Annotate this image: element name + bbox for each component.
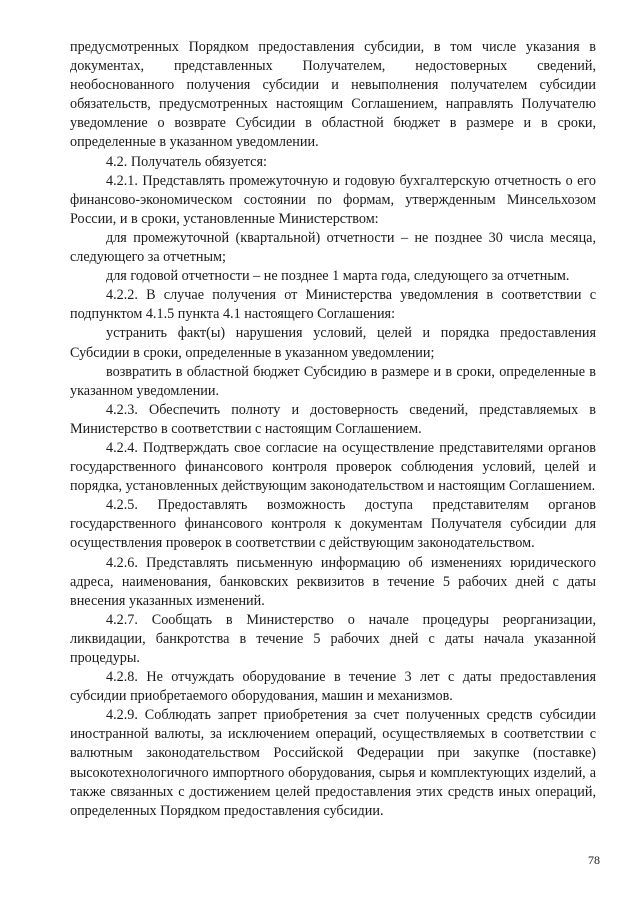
paragraph-continuation: предусмотренных Порядком предоставления субсидии, в том числе указания в документах, представленных Получателем, недостоверных сведений, необоснованного получения субсидии и невыполнения получателем субсидии обязательств, предусмотренных настоящим Соглашением, направлять Получателю уведомление о возврате Субсидии в областной бюджет в размере и в сроки, определенные в указанном уведомлении. (70, 39, 596, 151)
paragraph-4-2-9: 4.2.9. Соблюдать запрет приобретения за счет полученных средств субсидии иностранной валюты, за исключением операций, осуществляемых в соответствии с валютным законодательством Российской Федерации при закупке (поставке) высокотехнологичного импортного оборудования, сырья и комплектующих изделий, а также связанных с достижением целей предоставления этих средств иных операций, определенных Порядком предоставления субсидии. (70, 707, 596, 819)
paragraph-annual-reporting: для годовой отчетности – не позднее 1 марта года, следующего за отчетным. (106, 268, 570, 285)
paragraph-4-2: 4.2. Получатель обязуется: (106, 153, 267, 170)
paragraph-eliminate-violations: устранить факт(ы) нарушения условий, целей и порядка предоставления Субсидии в сроки, определенные в указанном уведомлении; (70, 325, 596, 361)
paragraph-4-2-3: 4.2.3. Обеспечить полноту и достоверность сведений, представляемых в Министерство в соответствии с настоящим Соглашением. (70, 401, 596, 437)
paragraph-quarterly-reporting: для промежуточной (квартальной) отчетности – не позднее 30 числа месяца, следующего за отчетным; (70, 229, 596, 266)
paragraph-4-2-1: 4.2.1. Представлять промежуточную и годовую бухгалтерскую отчетность о его финансово-экономическом состоянии по формам, утвержденным Минсельхозом России, и в сроки, установленные Министерством: (70, 172, 596, 227)
paragraph-4-2-8: 4.2.8. Не отчуждать оборудование в течение 3 лет с даты предоставления субсидии приобретаемого оборудования, машин и механизмов. (70, 669, 596, 705)
paragraph-4-2-4: 4.2.4. Подтверждать свое согласие на осуществление представителями органов государственного финансового контроля проверок соблюдения условий, целей и порядка, установленных действующим законодательством и настоящим Соглашением. (70, 439, 596, 495)
paragraph-4-2-5: 4.2.5. Предоставлять возможность доступа представителям органов государственного финансового контроля к документам Получателя субсидии для осуществления проверок в соответствии с действующим законодательством. (70, 497, 596, 552)
paragraph-4-2-7: 4.2.7. Сообщать в Министерство о начале процедуры реорганизации, ликвидации, банкротства в течение 5 рабочих дней с даты начала указанной процедуры. (70, 611, 596, 666)
paragraph-4-2-2: 4.2.2. В случае получения от Министерства уведомления в соответствии с подпунктом 4.1.5 пункта 4.1 настоящего Соглашения: (70, 287, 596, 323)
document-body (70, 38, 596, 821)
page-number: 78 (588, 853, 600, 867)
paragraph-4-2-6: 4.2.6. Представлять письменную информацию об изменениях юридического адреса, наименования, банковских реквизитов в течение 5 рабочих дней с даты внесения указанных изменений. (70, 554, 596, 609)
paragraph-return-subsidy: возвратить в областной бюджет Субсидию в размере и в сроки, определенные в указанном уведомлении. (70, 363, 596, 399)
